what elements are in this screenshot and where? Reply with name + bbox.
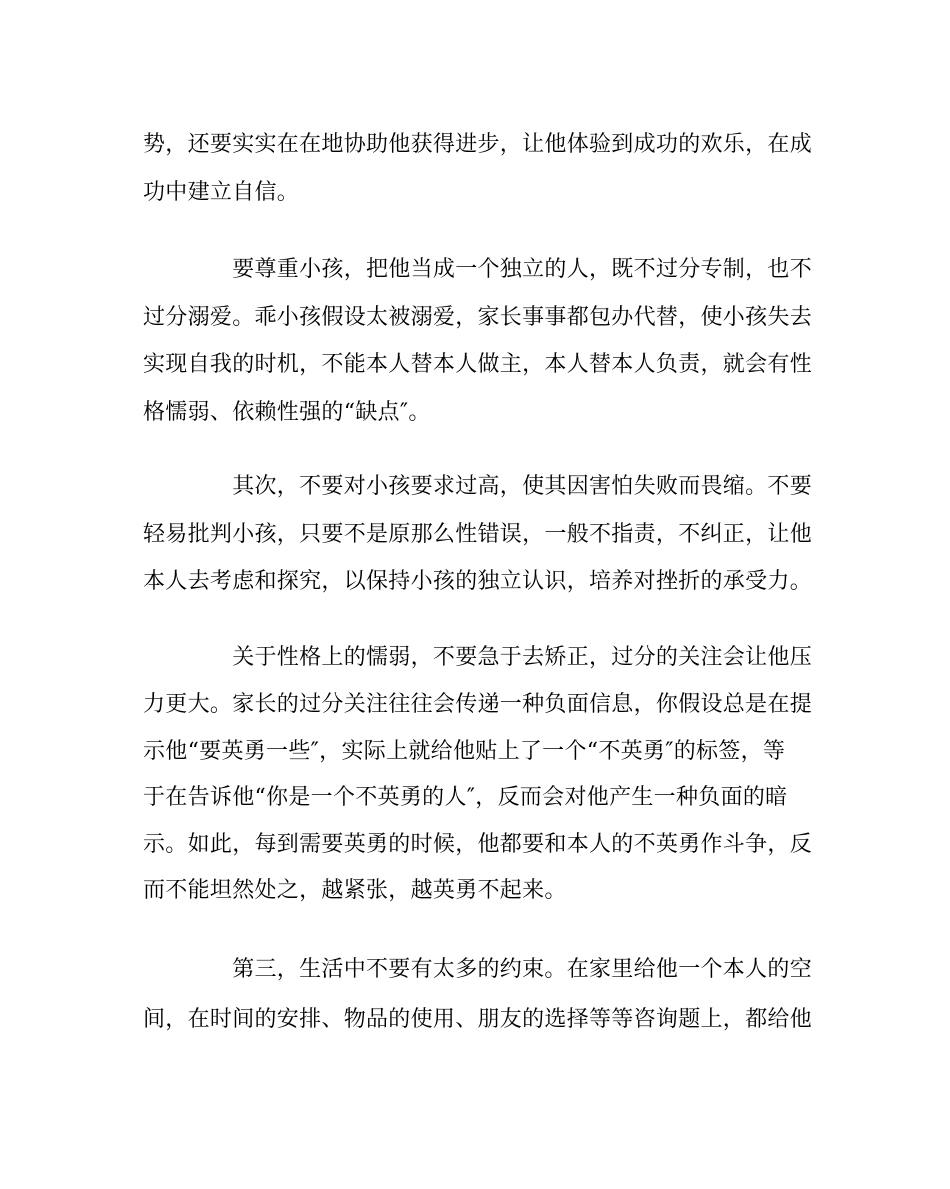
paragraph-3-line-1: 其次，不要对小孩要求过高，使其因害怕失败而畏缩。不要 <box>143 474 813 499</box>
paragraph-4-line-5: 示。如此，每到需要英勇的时候，他都要和本人的不英勇作斗争，反 <box>143 832 813 857</box>
paragraph-4-line-2: 力更大。家长的过分关注往往会传递一种负面信息，你假设总是在提 <box>143 692 813 717</box>
paragraph-3-line-3: 本人去考虑和探究，以保持小孩的独立认识，培养对挫折的承受力。 <box>143 569 813 594</box>
paragraph-2-line-2: 过分溺爱。乖小孩假设太被溺爱，家长事事都包办代替，使小孩失去 <box>143 305 813 330</box>
paragraph-4-line-4: 于在告诉他“你是一个不英勇的人″，反而会对他产生一种负面的暗 <box>143 785 788 810</box>
paragraph-1-line-2: 功中建立自信。 <box>143 180 300 205</box>
paragraph-3-line-2: 轻易批判小孩，只要不是原那么性错误，一般不指责，不纠正，让他 <box>143 522 813 547</box>
paragraph-4-line-3: 示他“要英勇一些″，实际上就给他贴上了一个“不英勇″的标签，等 <box>143 739 786 764</box>
paragraph-5-line-2: 间，在时间的安排、物品的使用、朋友的选择等等咨询题上，都给他 <box>143 1007 813 1032</box>
paragraph-4-line-1: 关于性格上的懦弱，不要急于去矫正，过分的关注会让他压 <box>143 645 813 670</box>
paragraph-2-line-3: 实现自我的时机，不能本人替本人做主，本人替本人负责，就会有性 <box>143 352 813 377</box>
paragraph-2-line-4: 格懦弱、依赖性强的“缺点″。 <box>143 400 431 425</box>
paragraph-4-line-6: 而不能坦然处之，越紧张，越英勇不起来。 <box>143 878 567 903</box>
paragraph-5-line-1: 第三，生活中不要有太多的约束。在家里给他一个本人的空 <box>143 957 813 982</box>
paragraph-1-line-1: 势，还要实实在在地协助他获得进步，让他体验到成功的欢乐，在成 <box>143 132 813 157</box>
paragraph-2-line-1: 要尊重小孩，把他当成一个独立的人，既不过分专制，也不 <box>143 257 813 282</box>
